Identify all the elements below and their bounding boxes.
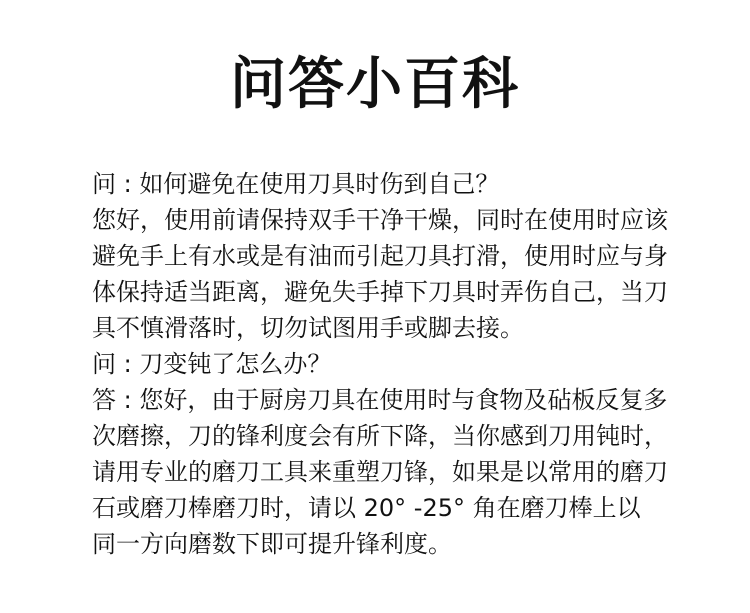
answer-2-line-3: 请用专业的磨刀工具来重塑刀锋，如果是以常用的磨刀 <box>92 458 668 486</box>
answer-2-line-2: 次磨擦，刀的锋利度会有所下降，当你感到刀用钝时， <box>92 422 668 450</box>
question-1-line: 问 : 如何避免在使用刀具时伤到自己？ <box>92 170 500 198</box>
answer-1-line-1: 您好，使用前请保持双手干净干燥，同时在使用时应该 <box>92 206 668 234</box>
answer-2-line-1: 答 : 您好，由于厨房刀具在使用时与食物及砧板反复多 <box>92 386 668 414</box>
qa-text-block <box>92 166 672 562</box>
question-2-line: 问 : 刀变钝了怎么办？ <box>92 350 332 378</box>
answer-1-line-2: 避免手上有水或是有油而引起刀具打滑，使用时应与身 <box>92 242 668 270</box>
answer-2-line-5: 同一方向磨数下即可提升锋利度。 <box>92 530 452 558</box>
answer-1-line-3: 体保持适当距离，避免失手掉下刀具时弄伤自己，当刀 <box>92 278 668 306</box>
answer-2-line-4: 石或磨刀棒磨刀时，请以 20° -25° 角在磨刀棒上以 <box>92 494 641 522</box>
answer-1-line-4: 具不慎滑落时，切勿试图用手或脚去接。 <box>92 314 524 342</box>
page-title: 问答小百科 <box>230 52 520 117</box>
